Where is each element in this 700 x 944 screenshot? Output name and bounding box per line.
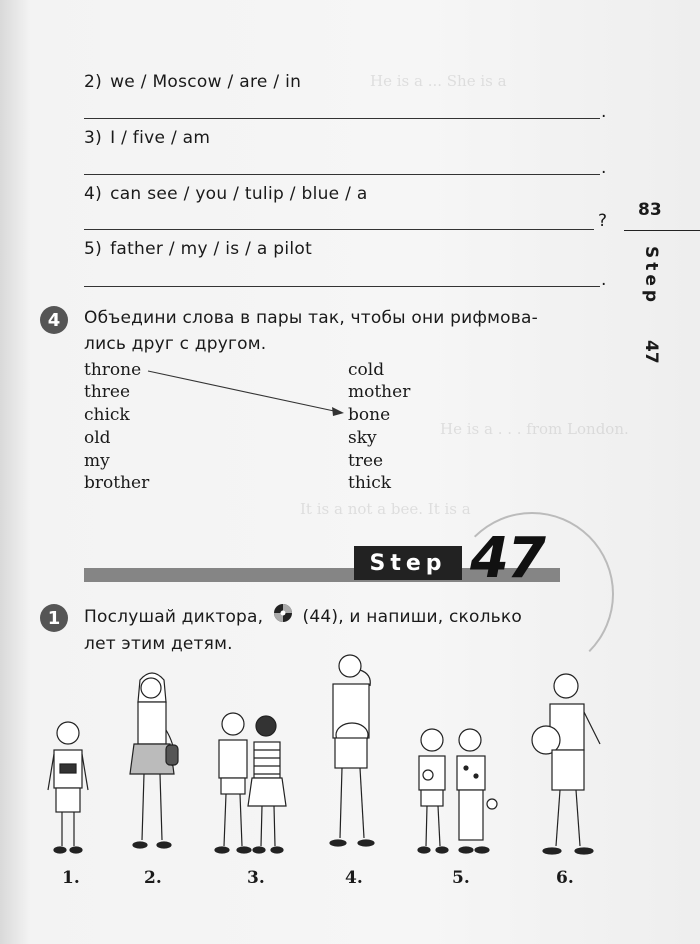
rhyme-word-right: sky xyxy=(348,428,377,448)
rhyme-word-left: brother xyxy=(84,473,150,493)
step-header-number: 47 xyxy=(470,526,544,591)
child-1-figure xyxy=(48,722,88,853)
child-6-figure xyxy=(532,674,600,854)
child-label: 1. xyxy=(62,868,80,888)
page-number: 83 xyxy=(638,200,662,220)
rhyme-word-left: my xyxy=(84,451,110,471)
step-header-label: Step xyxy=(354,546,462,580)
margin-step-label: Step xyxy=(641,246,661,307)
child-label: 6. xyxy=(556,868,574,888)
sentence-item: 5) father / my / is / a pilot xyxy=(84,239,313,259)
child-label: 4. xyxy=(345,868,363,888)
rhyme-word-left: three xyxy=(84,382,131,402)
child-2-figure xyxy=(130,673,178,848)
end-mark: ? xyxy=(598,211,608,231)
child-4-figure xyxy=(330,655,374,846)
rhyme-word-left: old xyxy=(84,428,111,448)
child-5a-figure xyxy=(418,729,448,853)
bleed-through: It is a not a bee. It is a xyxy=(300,500,471,518)
bleed-through: He is a ... She is a xyxy=(370,72,507,90)
rhyme-word-right: thick xyxy=(348,473,392,493)
sentence-item: 4) can see / you / tulip / blue / a xyxy=(84,184,368,204)
sentence-item: 3) I / five / am xyxy=(84,128,211,148)
end-mark: . xyxy=(601,270,607,290)
child-label: 5. xyxy=(452,868,470,888)
child-3a-figure xyxy=(215,713,251,853)
child-label: 2. xyxy=(144,868,162,888)
rhyme-word-left: chick xyxy=(84,405,130,425)
bleed-through: He is a . . . from London. xyxy=(440,420,629,438)
sentence-item: 2) we / Moscow / are / in xyxy=(84,72,302,92)
task-badge: 4 xyxy=(40,306,68,334)
task-instruction: Послушай диктора, (44), и напиши, сколько лет этим детям. xyxy=(84,603,522,657)
task-badge: 1 xyxy=(40,604,68,632)
child-3b-figure xyxy=(248,716,286,853)
rhyme-word-right: tree xyxy=(348,451,384,471)
child-label: 3. xyxy=(247,868,265,888)
rhyme-word-right: cold xyxy=(348,360,385,380)
child-5b-figure xyxy=(457,729,497,853)
end-mark: . xyxy=(601,102,607,122)
rhyme-word-right: bone xyxy=(348,405,391,425)
task-instruction: Объедини слова в пары так, чтобы они рифмова- лись друг с другом. xyxy=(84,308,538,354)
rhyme-word-left: throne xyxy=(84,360,142,380)
end-mark: . xyxy=(601,158,607,178)
rhyme-word-right: mother xyxy=(348,382,411,402)
margin-step-number: 47 xyxy=(641,340,661,364)
